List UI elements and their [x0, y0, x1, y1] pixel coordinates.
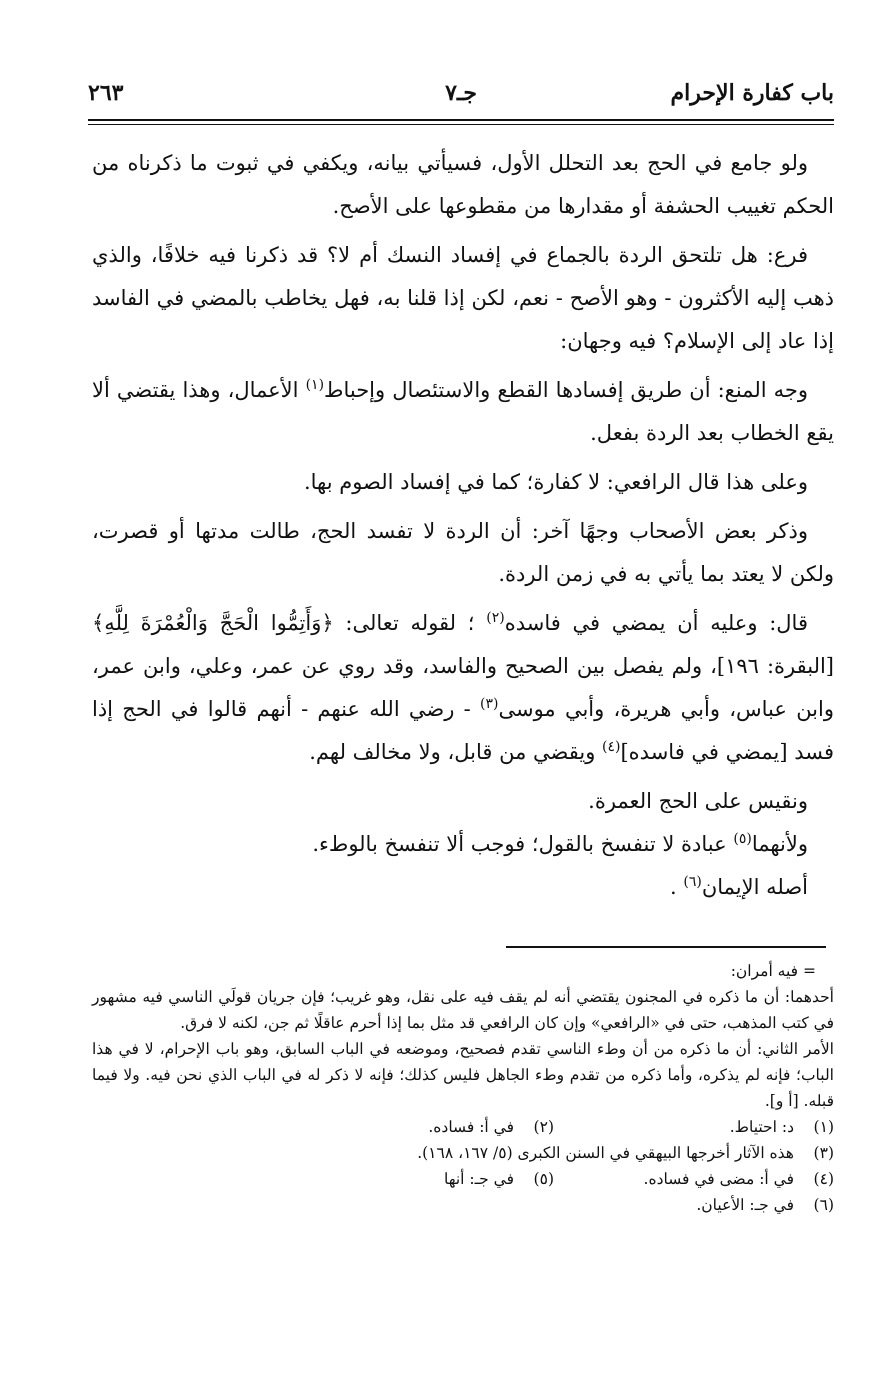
- footnote-text-4: في أ: مضى في فساده.: [643, 1170, 794, 1188]
- paragraph-6-text-a: قال: وعليه أن يمضي في فاسده: [504, 611, 808, 635]
- paragraph-9-text-b: .: [670, 875, 684, 899]
- paragraph-6-text-c: - رضي الله عنهم - أنهم قالوا في الحج إذا فسد [يمضي في فاسده]: [92, 697, 834, 764]
- paragraph-8: [92, 823, 834, 866]
- footnote-separator: [506, 946, 826, 948]
- footnote-text-2: في أ: فساده.: [428, 1118, 514, 1136]
- footnote-line-6: [92, 1192, 834, 1218]
- footnote-text-3: هذه الآثار أخرجها البيهقي في السنن الكبرى (٥/ ١٦٧، ١٦٨).: [417, 1144, 794, 1162]
- footnote-ref-6: (٦): [683, 874, 702, 890]
- footnote-ref-5: (٥): [733, 831, 752, 847]
- chapter-title: باب كفارة الإحرام: [670, 80, 834, 106]
- footnote-text-6: في جـ: الأعيان.: [696, 1196, 794, 1214]
- header-rule-thick: [88, 119, 834, 121]
- footnote-ref-2: (٢): [486, 610, 505, 626]
- paragraph-3: [92, 369, 834, 455]
- paragraph-9-text-a: أصله الإيمان: [701, 875, 808, 899]
- footnote-ref-1: (١): [305, 377, 325, 393]
- paragraph-6-text-b: ؛ لقوله تعالى: ﴿وَأَتِمُّوا الْحَجَّ وَالْعُمْرَةَ لِلَّهِ﴾ [البقرة: ١٩٦]، ولم يفصل بين الصحيح والفاسد، وقد روي عن عمر، وعلي، وابن عمر، وابن عباس، وأبي هريرة، وأبي موسى: [92, 611, 834, 721]
- paragraph-3-text-b: الأعمال، وهذا يقتضي ألا يقع الخطاب بعد الردة بفعل.: [92, 378, 834, 445]
- paragraph-5: وذكر بعض الأصحاب وجهًا آخر: أن الردة لا تفسد الحج، طالت مدتها أو قصرت، ولكن لا يعتد بما يأتي به في زمن الردة.: [92, 519, 834, 586]
- footnote-number-1: (١): [813, 1118, 834, 1136]
- paragraph-4: وعلى هذا قال الرافعي: لا كفارة؛ كما في إفساد الصوم بها.: [303, 470, 808, 494]
- page-header: [88, 76, 834, 116]
- footnote-number-3: (٣): [813, 1144, 834, 1162]
- footnote-line-1-2: [92, 1114, 834, 1140]
- footnote-number-4: (٤): [813, 1170, 834, 1188]
- paragraph-6-text-d: ويقضي من قابل، ولا مخالف لهم.: [309, 740, 603, 764]
- footnote-continued-2: الأمر الثاني: أن ما ذكره من أن وطء الناسي تقدم فصحيح، وموضعه في الباب السابق، وهو باب الإحرام، لا في هذا الباب؛ فإنه لم يذكره، وأما ذكره من تقدم وطء الجاهل فليس كذلك؛ فإنه لا ذكر له في الباب الذي نحن فيه. ولا فيما قبله. [أ و].: [92, 1040, 834, 1110]
- footnote-number-2: (٢): [533, 1118, 554, 1136]
- volume-label: جـ٧: [445, 80, 477, 106]
- footnote-ref-3: (٣): [480, 696, 499, 712]
- footnote-text-1: د: احتياط.: [729, 1118, 794, 1136]
- paragraph-2: فرع: هل تلتحق الردة بالجماع في إفساد النسك أم لا؟ قد ذكرنا فيه خلافًا، والذي ذهب إليه الأكثرون - وهو الأصح - نعم، لكن إذا قلنا به، فهل يخاطب بالمضي في الفاسد إذا عاد إلى الإسلام؟ فيه وجهان:: [92, 243, 834, 353]
- paragraph-3-text-a: وجه المنع: أن طريق إفسادها القطع والاستئصال وإحباط: [324, 378, 808, 402]
- page-number: ٢٦٣: [88, 80, 124, 106]
- paragraph-7: ونقيس على الحج العمرة.: [588, 789, 808, 813]
- paragraph-8-text-b: عبادة لا تنفسخ بالقول؛ فوجب ألا تنفسخ بالوطء.: [312, 832, 734, 856]
- footnote-number-6: (٦): [813, 1196, 834, 1214]
- paragraph-9: [92, 866, 834, 909]
- footnote-line-3: [92, 1140, 834, 1166]
- main-text: [92, 142, 834, 909]
- footnote-continued-1: أحدهما: أن ما ذكره في المجنون يقتضي أنه لم يقف فيه على نقل، وهو غريب؛ فإن جريان قولَي الناسي فيه مشهور في كتب المذهب، حتى في «الرافعي» وإن كان الرافعي قد مثل بما إذا أحرم عاقلًا ثم جن، لكنه لا فرق.: [92, 988, 834, 1032]
- footnote-ref-4: (٤): [602, 739, 621, 755]
- footnote-text-5: في جـ: أنها: [443, 1170, 514, 1188]
- footnote-continued-lead: = فيه أمران:: [730, 962, 816, 980]
- footnote-line-4-5: [92, 1166, 834, 1192]
- footnote-number-5: (٥): [533, 1170, 554, 1188]
- footnotes: [92, 958, 834, 1218]
- header-rule-thin: [88, 124, 834, 125]
- paragraph-8-text-a: ولأنهما: [751, 832, 808, 856]
- paragraph-1: ولو جامع في الحج بعد التحلل الأول، فسيأتي بيانه، ويكفي في ثبوت ما ذكرناه من الحكم تغييب الحشفة أو مقدارها من مقطوعها على الأصح.: [92, 151, 834, 218]
- paragraph-6: [92, 602, 834, 774]
